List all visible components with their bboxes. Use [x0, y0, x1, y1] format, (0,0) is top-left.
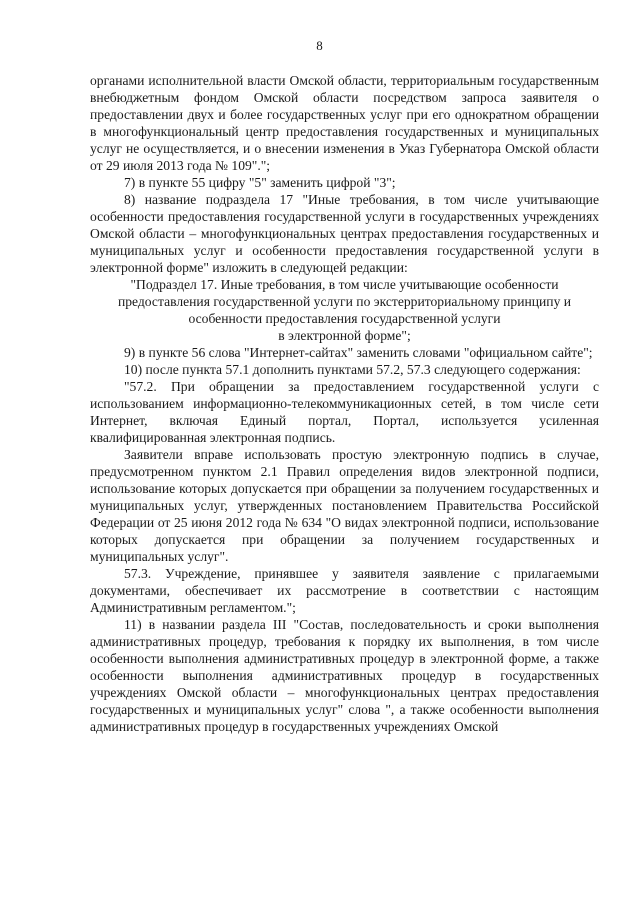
page-number: 8 — [316, 38, 323, 53]
paragraph-item-9: 9) в пункте 56 слова "Интернет-сайтах" заменить словами "официальном сайте"; — [124, 345, 593, 360]
subsection-17-heading: "Подраздел 17. Иные требования, в том числе учитывающие особенности предоставления государственной услуги по экстерриториальному принципу и особенности предоставления государственной услуги — [117, 277, 572, 326]
paragraph-item-8: 8) название подраздела 17 "Иные требования, в том числе учитывающие особенности предоставления государственной услуги в государственных учреждениях Омской области – многофункциональных центрах предоставления государственных и муниципальных услуг и особенности предоставления государственной услуги в электронной форме" изложить в следующей редакции: — [90, 192, 599, 275]
paragraph-57-2-continued: Заявители вправе использовать простую электронную подпись в случае, предусмотренном пунктом 2.1 Правил определения видов электронной подписи, использование которых допускается при обращении за получением государственных и муниципальных услуг, утвержденных постановлением Правительства Российской Федерации от 25 июня 2012 года № 634 "О видах электронной подписи, использование которых допускается при обращении за получением государственных и муниципальных услуг". — [90, 447, 599, 564]
paragraph-item-7: 7) в пункте 55 цифру "5" заменить цифрой "3"; — [124, 175, 396, 190]
document-body — [90, 72, 599, 735]
paragraph-item-11: 11) в названии раздела III "Состав, последовательность и сроки выполнения административных процедур, требования к порядку их выполнения, в том числе особенности выполнения административных процедур в электронной форме, а также особенности выполнения административных процедур в государственных учреждениях Омской области – многофункциональных центрах предоставления государственных и муниципальных услуг" слова ", а также особенности выполнения административных процедур в государственных учреждениях Омской — [90, 617, 599, 734]
paragraph-57-3: 57.3. Учреждение, принявшее у заявителя заявление с прилагаемыми документами, обеспечивает их рассмотрение в соответствии с настоящим Административным регламентом."; — [90, 566, 599, 615]
paragraph-57-2: "57.2. При обращении за предоставлением государственной услуги с использованием информационно-телекоммуникационных сетей, в том числе сети Интернет, включая Единый портал, Портал, используется усиленная квалифицированная электронная подпись. — [90, 379, 599, 445]
paragraph-continuation: органами исполнительной власти Омской области, территориальным государственным внебюджетным фондом Омской области посредством запроса заявителя о предоставлении двух и более государственных услуг при его однократном обращении в многофункциональный центр предоставления государственных и муниципальных услуг не осуществляется, и о внесении изменения в Указ Губернатора Омской области от 29 июля 2013 года № 109"."; — [90, 73, 599, 173]
paragraph-item-10: 10) после пункта 57.1 дополнить пунктами 57.2, 57.3 следующего содержания: — [124, 362, 581, 377]
subsection-17-heading-end: в электронной форме"; — [278, 328, 411, 343]
